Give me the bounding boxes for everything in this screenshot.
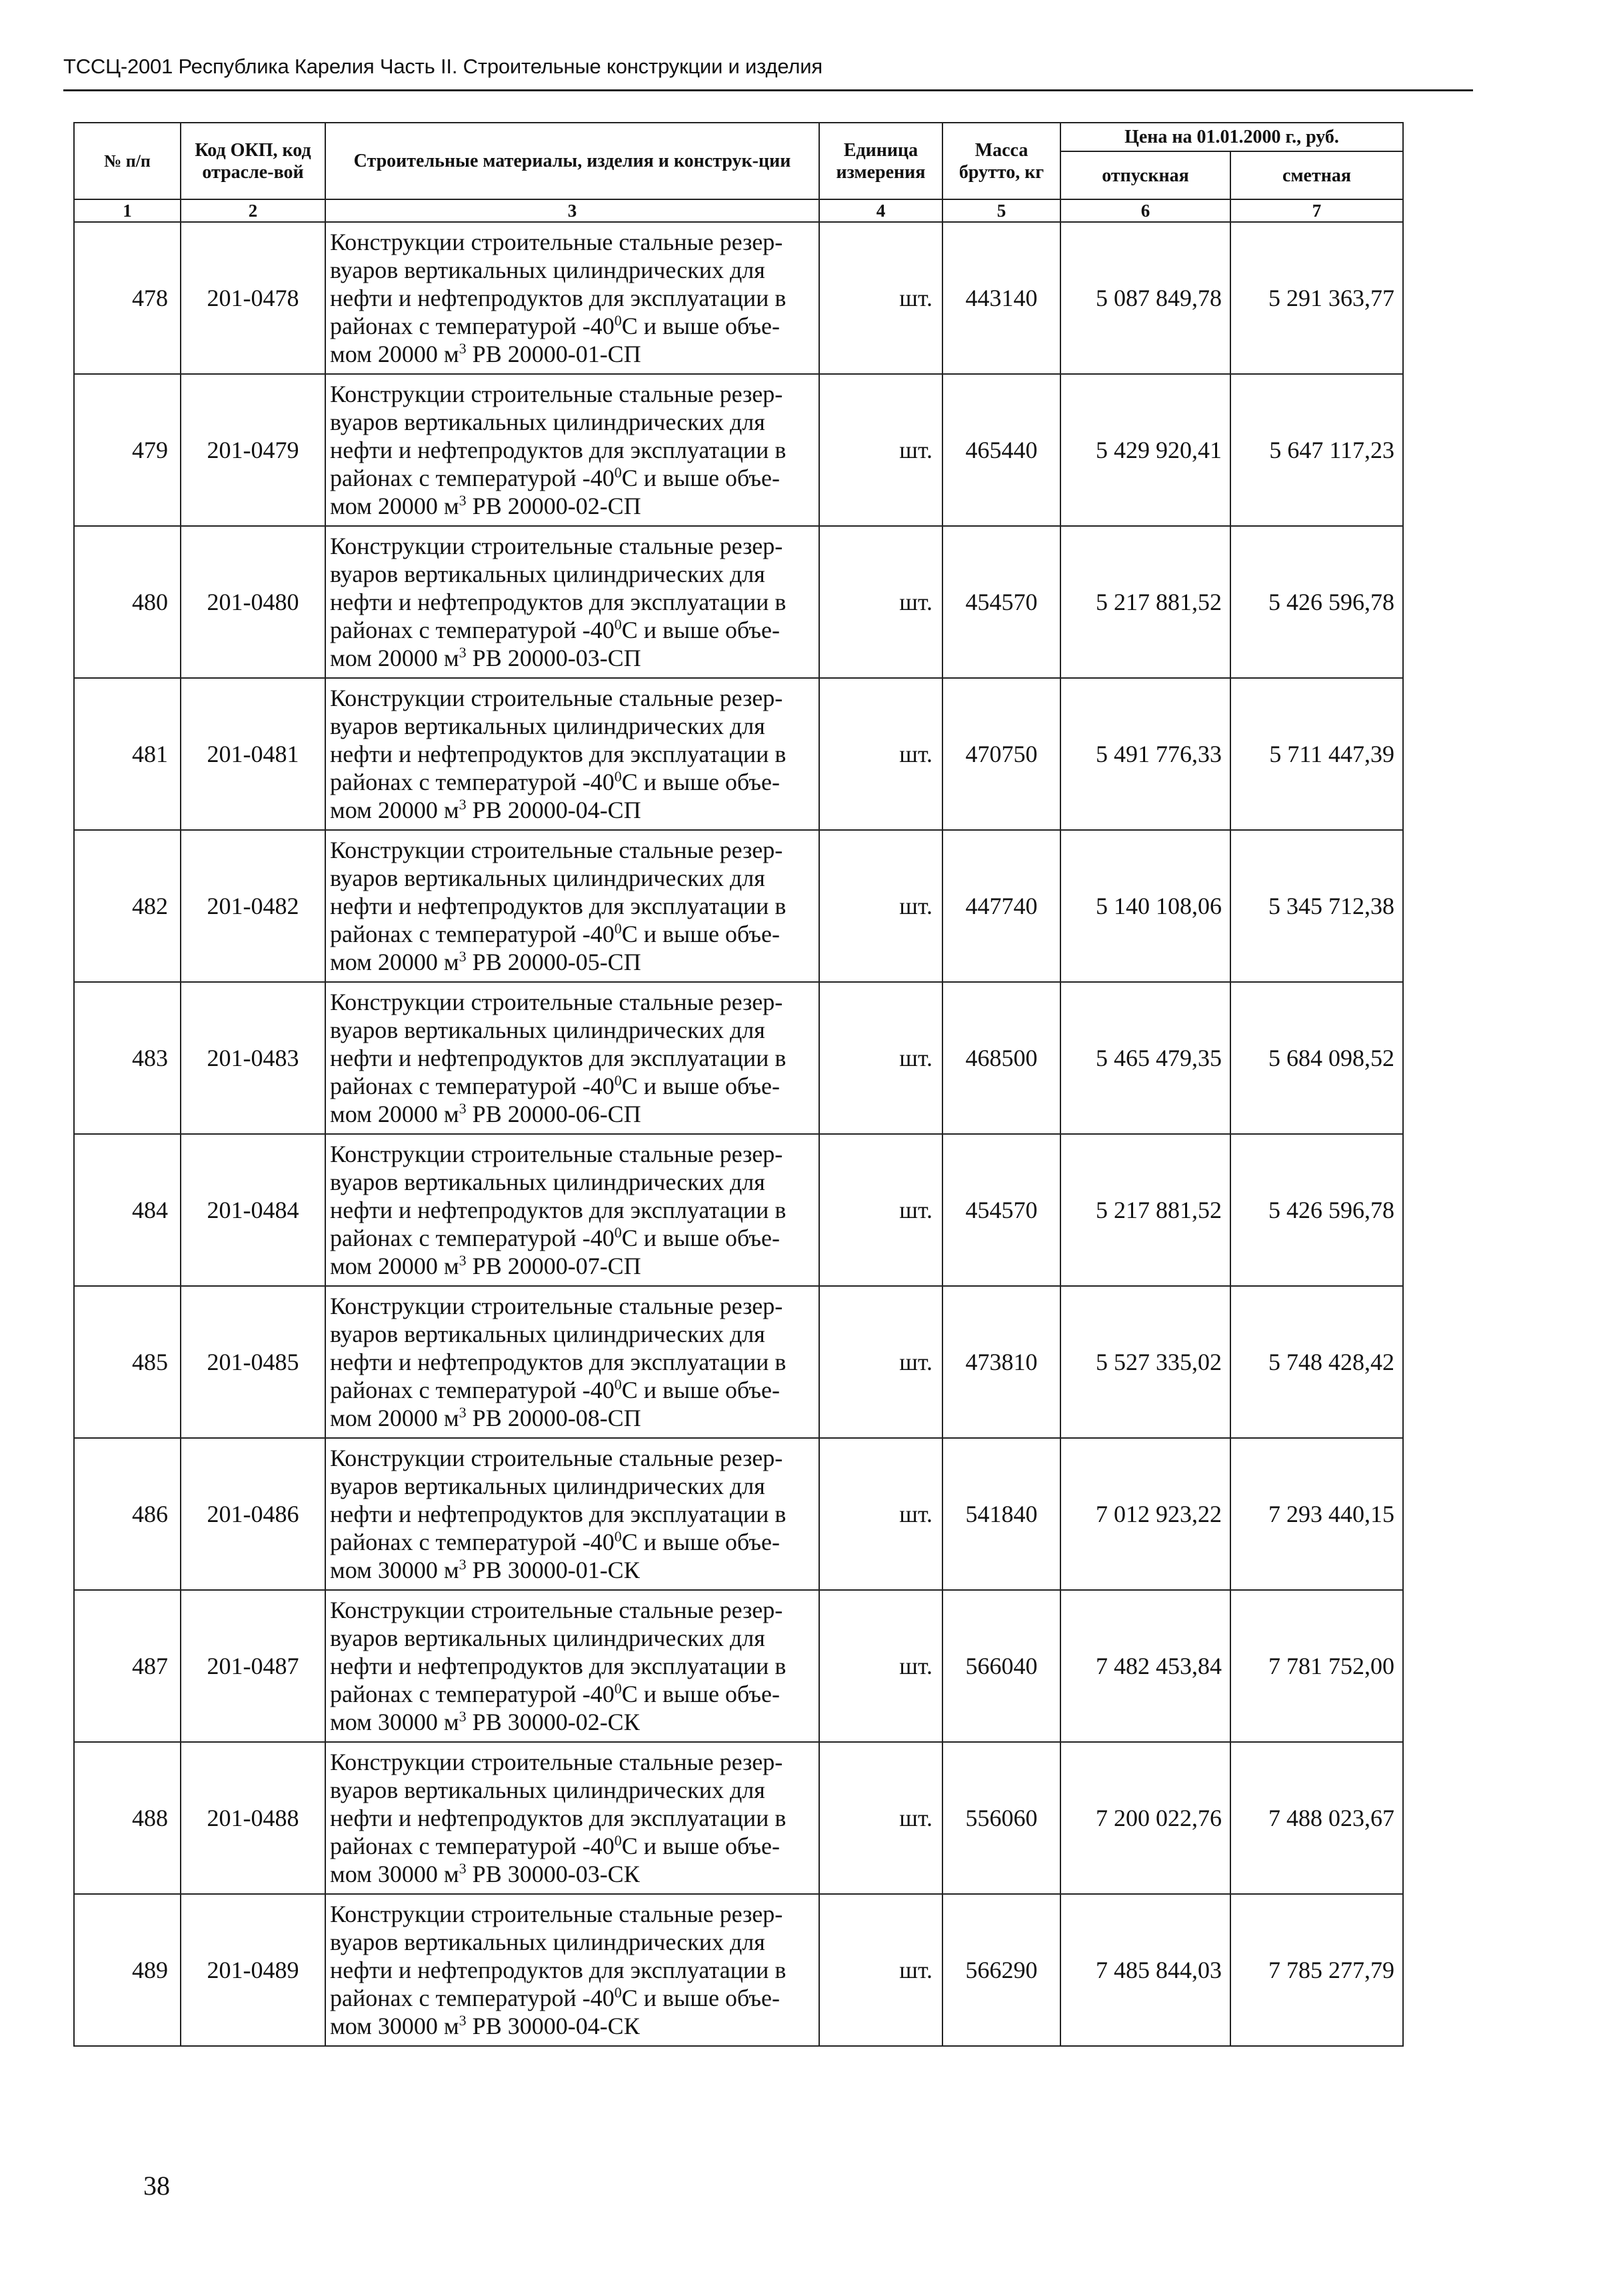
- header-unit: Единица измерения: [819, 123, 942, 199]
- okp-code: 201-0484: [181, 1134, 325, 1286]
- row-number: 483: [74, 982, 181, 1134]
- unit-of-measure: шт.: [819, 1894, 942, 2046]
- unit-of-measure: шт.: [819, 1438, 942, 1590]
- item-description-volume: С и выше объе-мом 20000 м: [330, 1225, 780, 1279]
- item-description-series: РВ 20000-01-СП: [466, 341, 641, 367]
- row-number: 484: [74, 1134, 181, 1286]
- cubic-superscript: 3: [459, 1860, 467, 1877]
- table-row: [74, 1742, 1403, 1894]
- header-price-estimate: сметная: [1230, 151, 1403, 199]
- row-number: 486: [74, 1438, 181, 1590]
- header-mass: Масса брутто, кг: [942, 123, 1060, 199]
- item-description-main: Конструкции строительные стальные резер-вуаров вертикальных цилиндрических для нефти и нефтепродуктов для эксплуатации в районах с температурой -40: [330, 1901, 787, 2011]
- degree-superscript: 0: [614, 1224, 622, 1241]
- gross-mass: 465440: [942, 374, 1060, 526]
- row-number: 481: [74, 678, 181, 830]
- table-row: [74, 1590, 1403, 1742]
- table-row: [74, 1134, 1403, 1286]
- estimate-price: 5 426 596,78: [1230, 1134, 1403, 1286]
- degree-superscript: 0: [614, 1984, 622, 2001]
- degree-superscript: 0: [614, 312, 622, 329]
- unit-of-measure: шт.: [819, 1590, 942, 1742]
- cubic-superscript: 3: [459, 644, 467, 661]
- item-description-main: Конструкции строительные стальные резер-вуаров вертикальных цилиндрических для нефти и нефтепродуктов для эксплуатации в районах с температурой -40: [330, 989, 787, 1099]
- header-price-group: Цена на 01.01.2000 г., руб.: [1060, 123, 1403, 151]
- column-number: 5: [942, 199, 1060, 222]
- header-name: Строительные материалы, изделия и конструк-ции: [325, 123, 819, 199]
- estimate-price: 5 748 428,42: [1230, 1286, 1403, 1438]
- estimate-price: 5 426 596,78: [1230, 526, 1403, 678]
- item-description-volume: С и выше объе-мом 30000 м: [330, 1681, 780, 1735]
- cubic-superscript: 3: [459, 340, 467, 357]
- table-row: [74, 222, 1403, 374]
- row-number: 480: [74, 526, 181, 678]
- item-description: [325, 982, 819, 1134]
- okp-code: 201-0481: [181, 678, 325, 830]
- estimate-price: 7 488 023,67: [1230, 1742, 1403, 1894]
- estimate-price: 5 647 117,23: [1230, 374, 1403, 526]
- okp-code: 201-0483: [181, 982, 325, 1134]
- item-description-main: Конструкции строительные стальные резер-вуаров вертикальных цилиндрических для нефти и нефтепродуктов для эксплуатации в районах с температурой -40: [330, 381, 787, 491]
- item-description-volume: С и выше объе-мом 20000 м: [330, 465, 780, 519]
- estimate-price: 5 711 447,39: [1230, 678, 1403, 830]
- gross-mass: 541840: [942, 1438, 1060, 1590]
- cubic-superscript: 3: [459, 796, 467, 813]
- item-description-volume: С и выше объе-мом 20000 м: [330, 1073, 780, 1127]
- item-description-series: РВ 30000-01-СК: [466, 1557, 640, 1583]
- okp-code: 201-0482: [181, 830, 325, 982]
- unit-of-measure: шт.: [819, 374, 942, 526]
- item-description-volume: С и выше объе-мом 30000 м: [330, 1529, 780, 1583]
- gross-mass: 566290: [942, 1894, 1060, 2046]
- okp-code: 201-0488: [181, 1742, 325, 1894]
- cubic-superscript: 3: [459, 1252, 467, 1269]
- item-description: [325, 1894, 819, 2046]
- item-description-volume: С и выше объе-мом 20000 м: [330, 313, 780, 367]
- release-price: 7 485 844,03: [1060, 1894, 1230, 2046]
- price-table: [73, 122, 1404, 2047]
- gross-mass: 454570: [942, 526, 1060, 678]
- row-number: 482: [74, 830, 181, 982]
- item-description: [325, 1590, 819, 1742]
- degree-superscript: 0: [614, 1072, 622, 1089]
- table-row: [74, 374, 1403, 526]
- cubic-superscript: 3: [459, 948, 467, 965]
- unit-of-measure: шт.: [819, 526, 942, 678]
- unit-of-measure: шт.: [819, 1286, 942, 1438]
- item-description-series: РВ 30000-02-СК: [466, 1709, 640, 1735]
- header-code: Код ОКП, код отрасле-вой: [181, 123, 325, 199]
- item-description-main: Конструкции строительные стальные резер-вуаров вертикальных цилиндрических для нефти и нефтепродуктов для эксплуатации в районах с температурой -40: [330, 837, 787, 947]
- table-row: [74, 830, 1403, 982]
- item-description-volume: С и выше объе-мом 30000 м: [330, 1985, 780, 2039]
- cubic-superscript: 3: [459, 1100, 467, 1117]
- item-description: [325, 222, 819, 374]
- column-number: 3: [325, 199, 819, 222]
- release-price: 5 465 479,35: [1060, 982, 1230, 1134]
- item-description-series: РВ 30000-04-СК: [466, 2013, 640, 2039]
- row-number: 488: [74, 1742, 181, 1894]
- item-description-main: Конструкции строительные стальные резер-вуаров вертикальных цилиндрических для нефти и нефтепродуктов для эксплуатации в районах с температурой -40: [330, 1141, 787, 1251]
- item-description-main: Конструкции строительные стальные резер-вуаров вертикальных цилиндрических для нефти и нефтепродуктов для эксплуатации в районах с температурой -40: [330, 1597, 787, 1707]
- header-num: № п/п: [74, 123, 181, 199]
- unit-of-measure: шт.: [819, 982, 942, 1134]
- cubic-superscript: 3: [459, 492, 467, 509]
- okp-code: 201-0485: [181, 1286, 325, 1438]
- table-row: [74, 678, 1403, 830]
- gross-mass: 556060: [942, 1742, 1060, 1894]
- item-description-volume: С и выше объе-мом 20000 м: [330, 1377, 780, 1431]
- unit-of-measure: шт.: [819, 830, 942, 982]
- item-description-series: РВ 30000-03-СК: [466, 1861, 640, 1887]
- release-price: 7 482 453,84: [1060, 1590, 1230, 1742]
- item-description-volume: С и выше объе-мом 20000 м: [330, 617, 780, 671]
- table-row: [74, 1894, 1403, 2046]
- gross-mass: 454570: [942, 1134, 1060, 1286]
- page-number: 38: [143, 2171, 170, 2201]
- item-description: [325, 830, 819, 982]
- column-number: 7: [1230, 199, 1403, 222]
- release-price: 5 491 776,33: [1060, 678, 1230, 830]
- column-number: 4: [819, 199, 942, 222]
- estimate-price: 5 684 098,52: [1230, 982, 1403, 1134]
- row-number: 489: [74, 1894, 181, 2046]
- cubic-superscript: 3: [459, 2012, 467, 2029]
- gross-mass: 566040: [942, 1590, 1060, 1742]
- release-price: 7 200 022,76: [1060, 1742, 1230, 1894]
- gross-mass: 443140: [942, 222, 1060, 374]
- item-description: [325, 526, 819, 678]
- item-description-main: Конструкции строительные стальные резер-вуаров вертикальных цилиндрических для нефти и нефтепродуктов для эксплуатации в районах с температурой -40: [330, 1293, 787, 1403]
- column-number: 2: [181, 199, 325, 222]
- gross-mass: 447740: [942, 830, 1060, 982]
- release-price: 7 012 923,22: [1060, 1438, 1230, 1590]
- degree-superscript: 0: [614, 616, 622, 633]
- release-price: 5 429 920,41: [1060, 374, 1230, 526]
- table-body: [74, 199, 1403, 2046]
- estimate-price: 7 785 277,79: [1230, 1894, 1403, 2046]
- release-price: 5 140 108,06: [1060, 830, 1230, 982]
- item-description-series: РВ 20000-05-СП: [466, 949, 641, 975]
- item-description-volume: С и выше объе-мом 20000 м: [330, 769, 780, 823]
- release-price: 5 527 335,02: [1060, 1286, 1230, 1438]
- okp-code: 201-0486: [181, 1438, 325, 1590]
- release-price: 5 217 881,52: [1060, 1134, 1230, 1286]
- estimate-price: 7 293 440,15: [1230, 1438, 1403, 1590]
- column-number: 6: [1060, 199, 1230, 222]
- column-number-row: [74, 199, 1403, 222]
- item-description-volume: С и выше объе-мом 30000 м: [330, 1833, 780, 1887]
- item-description-volume: С и выше объе-мом 20000 м: [330, 921, 780, 975]
- okp-code: 201-0480: [181, 526, 325, 678]
- table-row: [74, 982, 1403, 1134]
- item-description-main: Конструкции строительные стальные резер-вуаров вертикальных цилиндрических для нефти и нефтепродуктов для эксплуатации в районах с температурой -40: [330, 685, 787, 795]
- item-description-main: Конструкции строительные стальные резер-вуаров вертикальных цилиндрических для нефти и нефтепродуктов для эксплуатации в районах с температурой -40: [330, 1445, 787, 1555]
- estimate-price: 5 291 363,77: [1230, 222, 1403, 374]
- column-number: 1: [74, 199, 181, 222]
- row-number: 487: [74, 1590, 181, 1742]
- item-description: [325, 678, 819, 830]
- okp-code: 201-0478: [181, 222, 325, 374]
- item-description: [325, 1742, 819, 1894]
- header-price-release: отпускная: [1060, 151, 1230, 199]
- unit-of-measure: шт.: [819, 678, 942, 830]
- table-header: [74, 123, 1403, 199]
- release-price: 5 087 849,78: [1060, 222, 1230, 374]
- row-number: 485: [74, 1286, 181, 1438]
- gross-mass: 468500: [942, 982, 1060, 1134]
- okp-code: 201-0489: [181, 1894, 325, 2046]
- running-title: ТССЦ-2001 Республика Карелия Часть II. Строительные конструкции и изделия: [63, 55, 822, 78]
- unit-of-measure: шт.: [819, 1742, 942, 1894]
- gross-mass: 470750: [942, 678, 1060, 830]
- item-description-series: РВ 20000-07-СП: [466, 1253, 641, 1279]
- cubic-superscript: 3: [459, 1404, 467, 1421]
- degree-superscript: 0: [614, 920, 622, 937]
- gross-mass: 473810: [942, 1286, 1060, 1438]
- item-description-series: РВ 20000-04-СП: [466, 797, 641, 823]
- cubic-superscript: 3: [459, 1556, 467, 1573]
- item-description-series: РВ 20000-06-СП: [466, 1101, 641, 1127]
- estimate-price: 7 781 752,00: [1230, 1590, 1403, 1742]
- cubic-superscript: 3: [459, 1708, 467, 1725]
- unit-of-measure: шт.: [819, 222, 942, 374]
- row-number: 479: [74, 374, 181, 526]
- item-description: [325, 1438, 819, 1590]
- unit-of-measure: шт.: [819, 1134, 942, 1286]
- table-row: [74, 1438, 1403, 1590]
- row-number: 478: [74, 222, 181, 374]
- degree-superscript: 0: [614, 1832, 622, 1849]
- release-price: 5 217 881,52: [1060, 526, 1230, 678]
- item-description-main: Конструкции строительные стальные резер-вуаров вертикальных цилиндрических для нефти и нефтепродуктов для эксплуатации в районах с температурой -40: [330, 229, 787, 339]
- table-row: [74, 526, 1403, 678]
- degree-superscript: 0: [614, 1376, 622, 1393]
- item-description-series: РВ 20000-08-СП: [466, 1405, 641, 1431]
- okp-code: 201-0479: [181, 374, 325, 526]
- degree-superscript: 0: [614, 1528, 622, 1545]
- table-row: [74, 1286, 1403, 1438]
- item-description: [325, 1134, 819, 1286]
- item-description: [325, 374, 819, 526]
- degree-superscript: 0: [614, 1680, 622, 1697]
- degree-superscript: 0: [614, 768, 622, 785]
- item-description-main: Конструкции строительные стальные резер-вуаров вертикальных цилиндрических для нефти и нефтепродуктов для эксплуатации в районах с температурой -40: [330, 1749, 787, 1859]
- item-description: [325, 1286, 819, 1438]
- estimate-price: 5 345 712,38: [1230, 830, 1403, 982]
- item-description-series: РВ 20000-03-СП: [466, 645, 641, 671]
- okp-code: 201-0487: [181, 1590, 325, 1742]
- header-rule: [63, 89, 1473, 91]
- item-description-series: РВ 20000-02-СП: [466, 493, 641, 519]
- degree-superscript: 0: [614, 464, 622, 481]
- item-description-main: Конструкции строительные стальные резер-вуаров вертикальных цилиндрических для нефти и нефтепродуктов для эксплуатации в районах с температурой -40: [330, 533, 787, 643]
